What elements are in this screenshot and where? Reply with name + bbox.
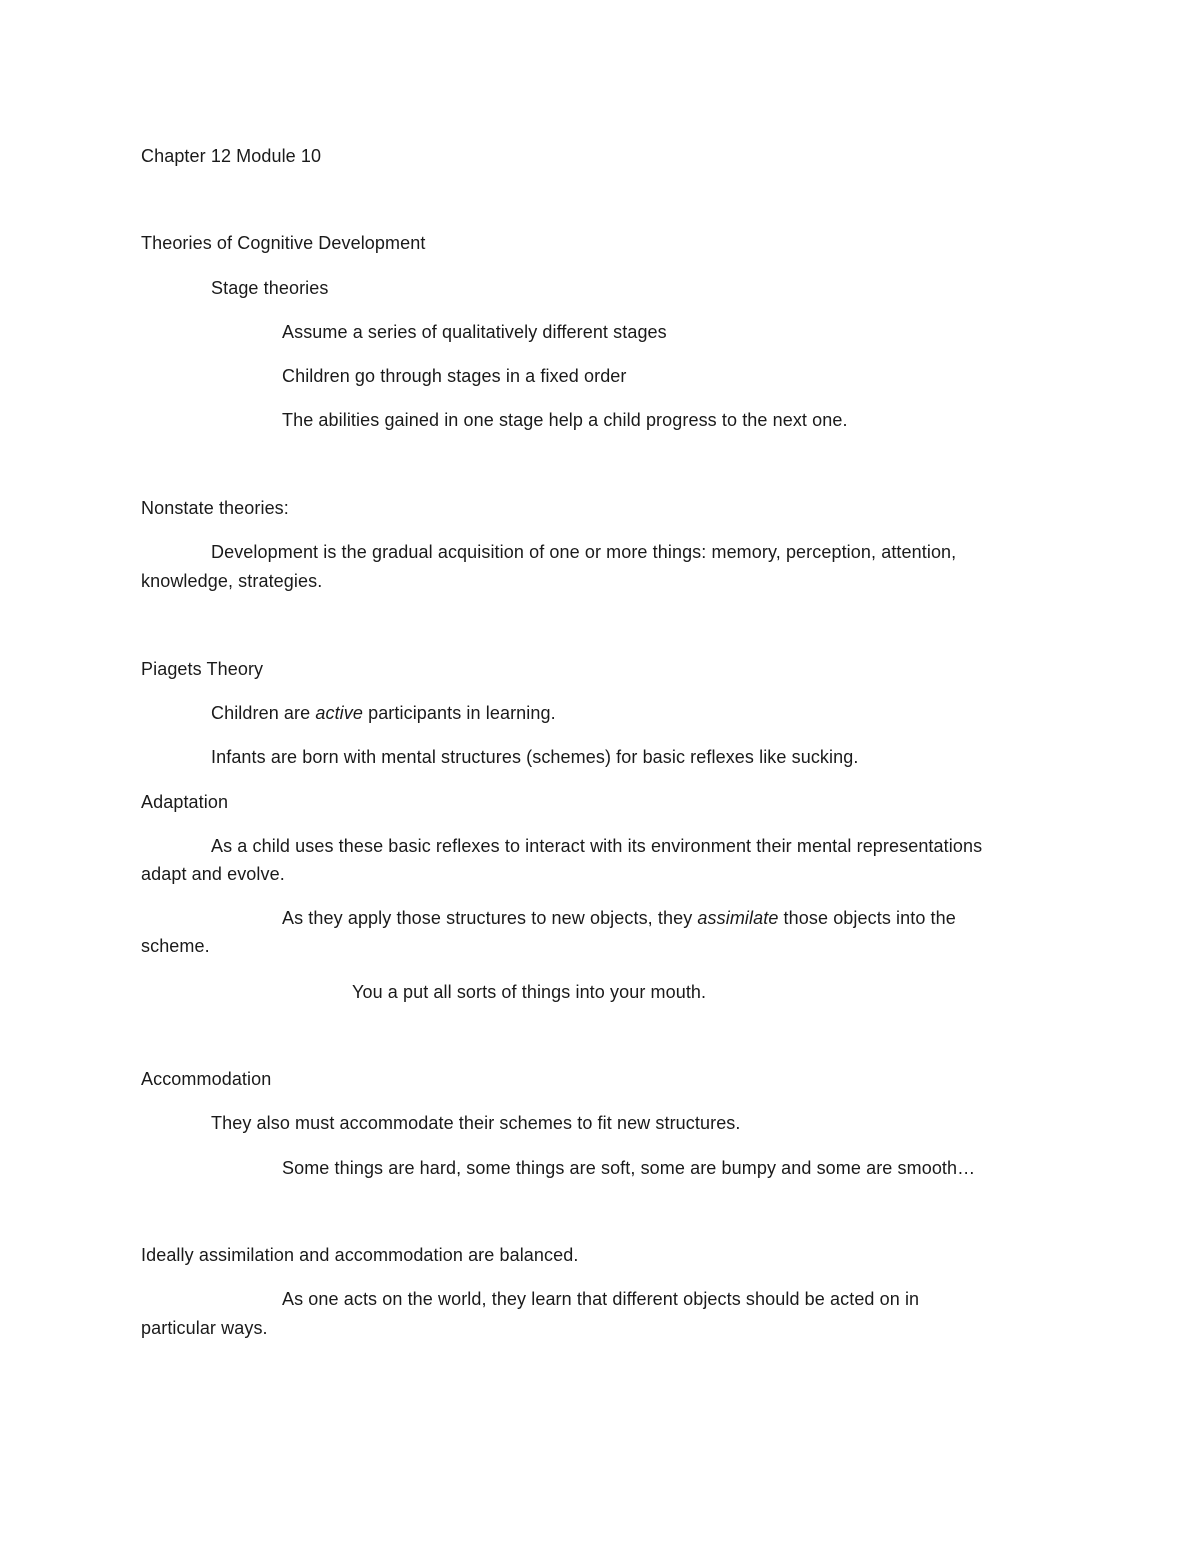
- paragraph-text: As they apply those structures to new objects, they assimilate those objects into the: [282, 908, 956, 928]
- section-heading: Piagets Theory: [141, 659, 264, 679]
- paragraph-text: As one acts on the world, they learn that different objects should be acted on in: [282, 1289, 920, 1309]
- paragraph-text: Development is the gradual acquisition of one or more things: memory, perception, attention,: [211, 542, 957, 562]
- section-heading: Nonstate theories:: [141, 498, 289, 518]
- paragraph-text: adapt and evolve.: [141, 864, 285, 884]
- section-heading: Adaptation: [141, 792, 229, 812]
- section-heading: Ideally assimilation and accommodation are balanced.: [141, 1245, 579, 1265]
- bullet-text: The abilities gained in one stage help a child progress to the next one.: [282, 410, 848, 430]
- paragraph-text: knowledge, strategies.: [141, 571, 323, 591]
- paragraph-text: Children are active participants in learning.: [211, 703, 556, 723]
- section-subheading: Stage theories: [211, 278, 329, 298]
- paragraph-text: Some things are hard, some things are soft, some are bumpy and some are smooth…: [282, 1158, 976, 1178]
- emphasized-term: active: [315, 703, 363, 723]
- document-title: Chapter 12 Module 10: [141, 146, 322, 166]
- paragraph-text: You a put all sorts of things into your mouth.: [352, 982, 707, 1002]
- paragraph-text: They also must accommodate their schemes to fit new structures.: [211, 1113, 741, 1133]
- paragraph-text: As a child uses these basic reflexes to interact with its environment their mental representations: [211, 836, 983, 856]
- paragraph-text: particular ways.: [141, 1318, 268, 1338]
- section-heading: Theories of Cognitive Development: [141, 233, 426, 253]
- bullet-text: Assume a series of qualitatively different stages: [282, 322, 667, 342]
- section-heading: Accommodation: [141, 1069, 272, 1089]
- paragraph-text: scheme.: [141, 936, 210, 956]
- paragraph-text: Infants are born with mental structures (schemes) for basic reflexes like sucking.: [211, 747, 859, 767]
- bullet-text: Children go through stages in a fixed order: [282, 366, 627, 386]
- emphasized-term: assimilate: [697, 908, 779, 928]
